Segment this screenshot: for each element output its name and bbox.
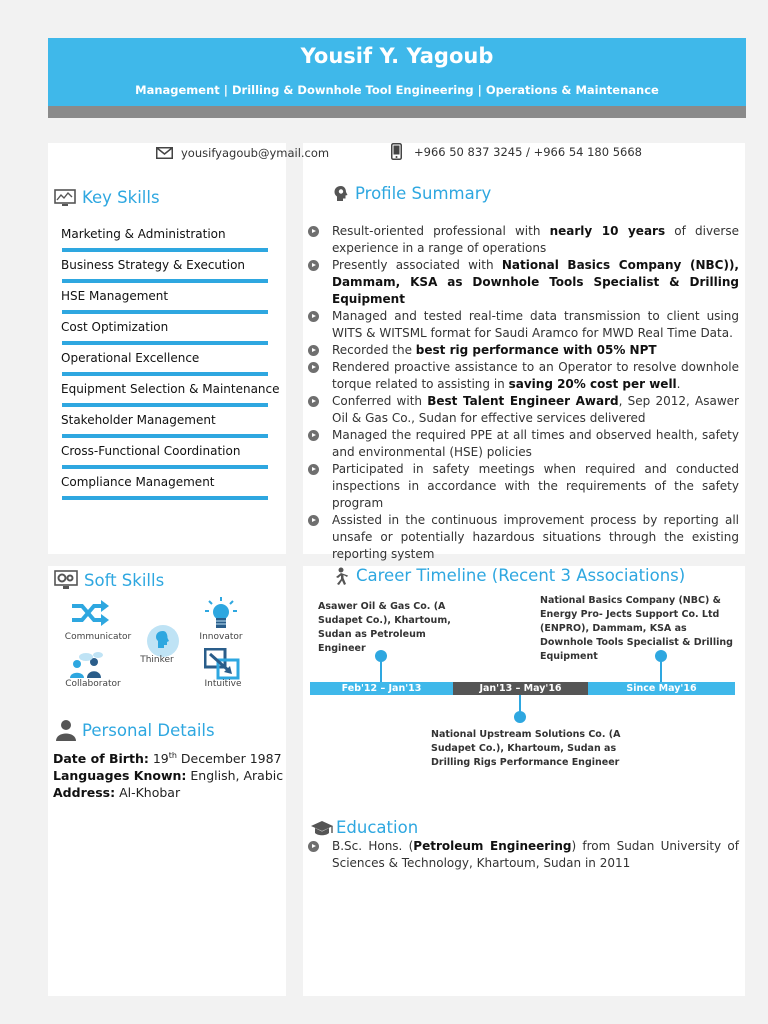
key-skill-item: Cross-Functional Coordination bbox=[61, 444, 241, 458]
soft-skills-title: Soft Skills bbox=[84, 570, 165, 590]
career-timeline-heading bbox=[332, 566, 685, 585]
person-icon bbox=[56, 719, 76, 741]
education-list bbox=[306, 838, 739, 872]
key-skills-title: Key Skills bbox=[82, 188, 160, 207]
soft-skill-collaborator: Collaborator bbox=[65, 679, 121, 689]
address: Address: Al-Khobar bbox=[53, 785, 181, 800]
intuitive-arrows-icon bbox=[204, 648, 240, 680]
timeline-dot-2 bbox=[514, 711, 526, 723]
key-skill-item: Cost Optimization bbox=[61, 320, 169, 334]
languages-known: Languages Known: English, Arabic bbox=[53, 768, 284, 783]
phone-contact bbox=[391, 143, 642, 160]
timeline-job-2: National Upstream Solutions Co. (A Sudapet Co.), Khartoum, Sudan as Drilling Rigs Performance Engineer bbox=[431, 729, 621, 768]
candidate-name: Yousif Y. Yagoub bbox=[300, 44, 494, 68]
personal-details-heading bbox=[56, 719, 215, 741]
list-item: Result-oriented professional with nearly 10 years of diverse experience in a range of operations bbox=[306, 223, 739, 257]
key-skill-item: Compliance Management bbox=[61, 475, 215, 489]
key-skill-item: Stakeholder Management bbox=[61, 413, 216, 427]
timeline-job-1: Asawer Oil & Gas Co. (A Sudapet Co.), Khartoum, Sudan as Petroleum Engineer bbox=[318, 601, 451, 654]
key-skill-underline bbox=[62, 465, 268, 469]
email-text[interactable]: yousifyagoub@ymail.com bbox=[181, 146, 330, 160]
list-item: Recorded the best rig performance with 05% NPT bbox=[306, 342, 739, 359]
soft-skill-innovator: Innovator bbox=[199, 632, 243, 642]
timeline-stem-3 bbox=[660, 660, 662, 682]
soft-skill-intuitive: Intuitive bbox=[204, 679, 242, 689]
gears-monitor-icon bbox=[54, 570, 78, 590]
email-contact bbox=[156, 146, 329, 160]
soft-skill-thinker: Thinker bbox=[140, 655, 174, 665]
key-skills-heading bbox=[54, 188, 160, 207]
key-skill-underline bbox=[62, 341, 268, 345]
list-item: Presently associated with National Basics Company (NBC)), Dammam, KSA as Downhole Tools Specialist & Drilling Equipment bbox=[306, 257, 739, 308]
list-item: Assisted in the continuous improvement process by reporting all unsafe or potentially hazardous situations through the existing reporting system bbox=[306, 512, 739, 563]
climber-icon bbox=[332, 567, 350, 585]
key-skill-underline bbox=[62, 372, 268, 376]
timeline-period-2: Jan'13 – May'16 bbox=[453, 682, 588, 695]
key-skill-item: Marketing & Administration bbox=[61, 227, 226, 241]
key-skill-underline bbox=[62, 279, 268, 283]
date-of-birth: Date of Birth: 19th December 1987 bbox=[53, 751, 282, 767]
resume-header bbox=[48, 38, 746, 106]
shuffle-arrows-icon bbox=[70, 600, 110, 626]
personal-details-title: Personal Details bbox=[82, 720, 215, 740]
list-item: Managed the required PPE at all times and observed health, safety and environmental (HSE) policies bbox=[306, 427, 739, 461]
tagline: Management | Drilling & Downhole Tool Engineering | Operations & Maintenance bbox=[135, 83, 659, 97]
envelope-icon bbox=[156, 147, 173, 159]
phone-text: +966 50 837 3245 / +966 54 180 5668 bbox=[414, 144, 642, 159]
key-skill-underline bbox=[62, 434, 268, 438]
dashboard-icon bbox=[54, 189, 76, 207]
collaborator-people-icon bbox=[68, 652, 106, 678]
list-item: Rendered proactive assistance to an Operator to resolve downhole torque related to assisting in saving 20% cost per well. bbox=[306, 359, 739, 393]
profile-summary-heading bbox=[333, 184, 491, 203]
list-item: Participated in safety meetings when required and conducted inspections in accordance with the requirements of the safety program bbox=[306, 461, 739, 512]
key-skill-item: Equipment Selection & Maintenance bbox=[61, 382, 280, 396]
list-item: Managed and tested real-time data transmission to client using WITS & WITSML format for Saudi Aramco for MWD Real Time Data. bbox=[306, 308, 739, 342]
header-divider bbox=[48, 106, 746, 118]
timeline-period-1: Feb'12 – Jan'13 bbox=[310, 682, 453, 695]
career-timeline-title: Career Timeline (Recent 3 Associations) bbox=[356, 566, 686, 585]
graduation-cap-icon bbox=[310, 820, 334, 836]
key-skill-underline bbox=[62, 310, 268, 314]
education-heading bbox=[310, 818, 418, 837]
timeline-job-3: National Basics Company (NBC) & Energy Pro- Jects Support Co. Ltd (ENPRO), Dammam, KSA as Downhole Tools Specialist & Drilling Equipment bbox=[540, 595, 733, 662]
list-item: Conferred with Best Talent Engineer Award, Sep 2012, Asawer Oil & Gas Co., Sudan for effective services delivered bbox=[306, 393, 739, 427]
key-skill-underline bbox=[62, 248, 268, 252]
key-skill-item: HSE Management bbox=[61, 289, 169, 303]
key-skill-item: Business Strategy & Execution bbox=[61, 258, 246, 272]
education-title: Education bbox=[336, 818, 419, 837]
profile-summary-title: Profile Summary bbox=[355, 184, 492, 203]
list-item: B.Sc. Hons. (Petroleum Engineering) from Sudan University of Sciences & Technology, Khartoum, Sudan in 2011 bbox=[306, 838, 739, 872]
light-bulb-icon bbox=[203, 597, 239, 631]
timeline-stem-1 bbox=[380, 660, 382, 682]
thinker-head-icon bbox=[146, 624, 180, 658]
key-skill-underline bbox=[62, 403, 268, 407]
head-gear-icon bbox=[333, 185, 349, 202]
soft-skills-heading bbox=[54, 570, 164, 590]
timeline-period-3: Since May'16 bbox=[588, 682, 735, 695]
mobile-phone-icon bbox=[391, 143, 402, 160]
soft-skill-communicator: Communicator bbox=[64, 632, 132, 642]
profile-summary-list bbox=[306, 223, 739, 563]
key-skill-item: Operational Excellence bbox=[61, 351, 200, 365]
key-skill-underline bbox=[62, 496, 268, 500]
